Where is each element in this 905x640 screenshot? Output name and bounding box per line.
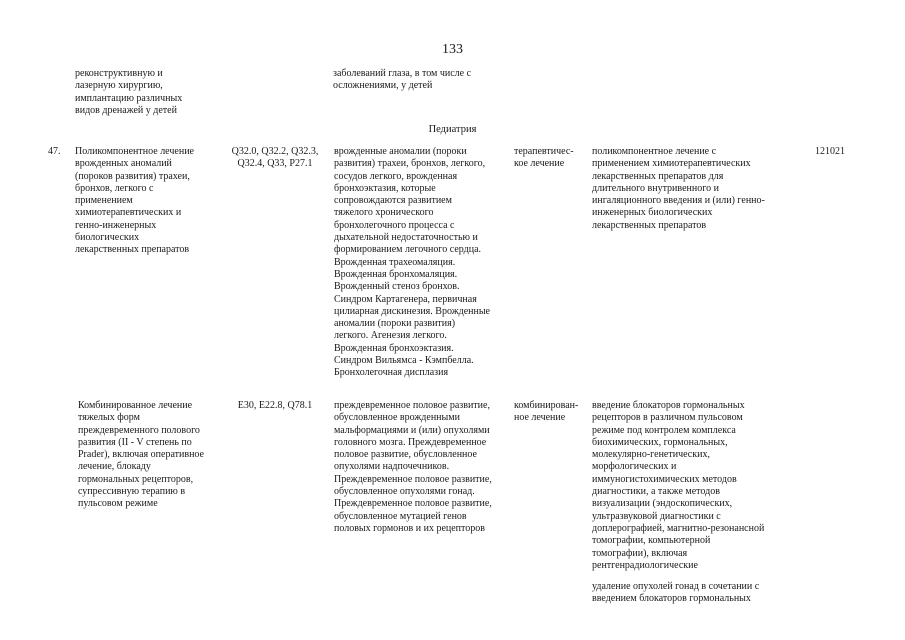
text-line: биохимических, гормональных, (592, 436, 728, 448)
text-line: Q32.0, Q32.2, Q32.3, (231, 146, 319, 157)
text-line: заболеваний глаза, в том числе с (333, 68, 472, 79)
text-line: томографии, компьютерной (592, 535, 711, 547)
text-line: обусловленное врожденными (334, 412, 460, 424)
continuation-method (75, 68, 182, 117)
continuation-diagnosis (333, 68, 471, 93)
treatment-paragraph (592, 146, 765, 232)
treatment-paragraph (592, 581, 764, 606)
row-method (75, 146, 194, 257)
text-line: тяжелого хронического (334, 207, 434, 219)
row-diagnosis (334, 146, 490, 380)
text-line: опухолями надпочечников. (334, 461, 450, 473)
text-line: генно-инженерных (75, 219, 157, 231)
text-line: биологических (75, 232, 140, 244)
text-line: Врожденная бронхомаляция. (334, 268, 458, 280)
text-line: молекулярно-генетических, (592, 449, 710, 461)
text-line: Поликомпонентное лечение (75, 146, 194, 157)
text-line: томографии), включая (592, 547, 688, 559)
text-line: врожденные аномалии (пороки (334, 146, 467, 157)
text-line: легкого. Агенезия легкого. (334, 330, 447, 342)
page-number: 133 (442, 42, 463, 57)
row-treatment-description (592, 146, 765, 232)
text-line: (пороков развития) трахеи, (75, 170, 190, 182)
text-line: рецепторов в различном пульсовом (592, 412, 743, 424)
row-treatment-type (514, 400, 578, 425)
row-treatment-type (514, 146, 574, 171)
text-line: сопровождаются развитием (334, 195, 452, 207)
text-line: имплантацию различных (75, 92, 183, 104)
text-line: применением (75, 195, 133, 207)
text-line: Врожденная трахеомаляция. (334, 256, 456, 268)
text-line: применением химиотерапевтических (592, 158, 751, 170)
text-line: инженерных биологических (592, 207, 713, 219)
text-line: мальформациями и (или) опухолями (334, 424, 490, 436)
text-line: Синдром Картагенера, первичная (334, 293, 477, 305)
text-line: видов дренажей у детей (75, 104, 177, 116)
text-line: преждевременного полового (78, 424, 200, 436)
text-line: дыхательной недостаточностью и (334, 232, 478, 244)
row-codes (226, 146, 324, 171)
text-line: химиотерапевтических и (75, 207, 182, 219)
text-line: диагностики, а также методов (592, 486, 720, 498)
text-line: лекарственных препаратов (75, 244, 190, 256)
text-line: кое лечение (514, 158, 565, 170)
text-line: гормональных рецепторов, (78, 473, 194, 485)
text-line: бронхоэктазия, которые (334, 182, 436, 194)
text-line: развития (II - V степень по (78, 436, 192, 448)
text-line: обусловленное мутацией генов (334, 510, 467, 522)
text-line: Комбинированное лечение (78, 400, 193, 411)
text-line: визуализации (эндоскопических, (592, 498, 733, 510)
text-line: режиме под контролем комплекса (592, 424, 736, 436)
text-line: Q32.4, Q33, P27.1 (237, 158, 313, 170)
text-line: ингаляционного введения и (или) генно- (592, 195, 765, 207)
paragraph-gap (592, 572, 764, 581)
text-line: Врожденная бронхоэктазия. (334, 342, 454, 354)
text-line: введение блокаторов гормональных (592, 400, 745, 411)
row-diagnosis (334, 400, 492, 535)
row-cost: 121021 (815, 146, 845, 157)
text-line: ультразвуковой диагностики с (592, 510, 721, 522)
text-line: E30, E22.8, Q78.1 (237, 400, 313, 411)
text-line: аномалии (пороки развития) (334, 318, 456, 330)
text-line: длительного внутривенного и (592, 182, 719, 194)
text-line: формированием легочного сердца. (334, 244, 482, 256)
text-line: доплерографией, магнитно-резонансной (592, 522, 765, 534)
text-line: половое развитие, обусловленное (334, 449, 477, 461)
text-line: иммуногистохимических методов (592, 473, 737, 485)
text-line: Prader), включая оперативное (78, 449, 204, 461)
text-line: тяжелых форм (78, 412, 140, 424)
text-line: осложнениями, у детей (333, 80, 433, 92)
text-line: лечение, блокаду (78, 461, 151, 473)
text-line: рентгенрадиологические (592, 559, 698, 571)
text-line: супрессивную терапию в (78, 486, 186, 498)
text-line: развития) трахеи, бронхов, легкого, (334, 158, 486, 170)
section-title: Педиатрия (428, 124, 477, 135)
text-line: Врожденный стеноз бронхов. (334, 281, 460, 293)
text-line: лазерную хирургию, (75, 80, 163, 92)
text-line: пульсовом режиме (78, 498, 158, 510)
text-line: сосудов легкого, врожденная (334, 170, 458, 182)
row-method (78, 400, 204, 511)
row-codes (226, 400, 324, 412)
text-line: Преждевременное половое развитие, (334, 498, 492, 510)
text-line: ное лечение (514, 412, 566, 424)
text-line: морфологических и (592, 461, 677, 473)
text-line: Преждевременное половое развитие, (334, 473, 492, 485)
text-line: Бронхолегочная дисплазия (334, 367, 449, 379)
treatment-paragraph (592, 400, 764, 572)
text-line: врожденных аномалий (75, 158, 172, 170)
text-line: Синдром Вильямса - Кэмпбелла. (334, 355, 474, 367)
text-line: преждевременное половое развитие, (334, 400, 490, 411)
text-line: комбинирован- (514, 400, 579, 411)
text-line: бронхолегочного процесса с (334, 219, 455, 231)
text-line: обусловленное опухолями гонад. (334, 486, 475, 498)
text-line: лекарственных препаратов для (592, 170, 724, 182)
text-line: половых гормонов и их рецепторов (334, 522, 485, 534)
text-line: поликомпонентное лечение с (592, 146, 717, 157)
text-line: лекарственных препаратов (592, 219, 707, 231)
text-line: бронхов, легкого с (75, 182, 154, 194)
text-line: головного мозга. Преждевременное (334, 436, 487, 448)
text-line: цилиарная дискинезия. Врожденные (334, 305, 490, 317)
row-number: 47. (48, 146, 61, 157)
text-line: реконструктивную и (75, 68, 163, 79)
text-line: введением блокаторов гормональных (592, 593, 751, 605)
text-line: удаление опухолей гонад в сочетании с (592, 581, 760, 593)
text-line: терапевтичес- (514, 146, 574, 157)
row-treatment-description (592, 400, 764, 606)
